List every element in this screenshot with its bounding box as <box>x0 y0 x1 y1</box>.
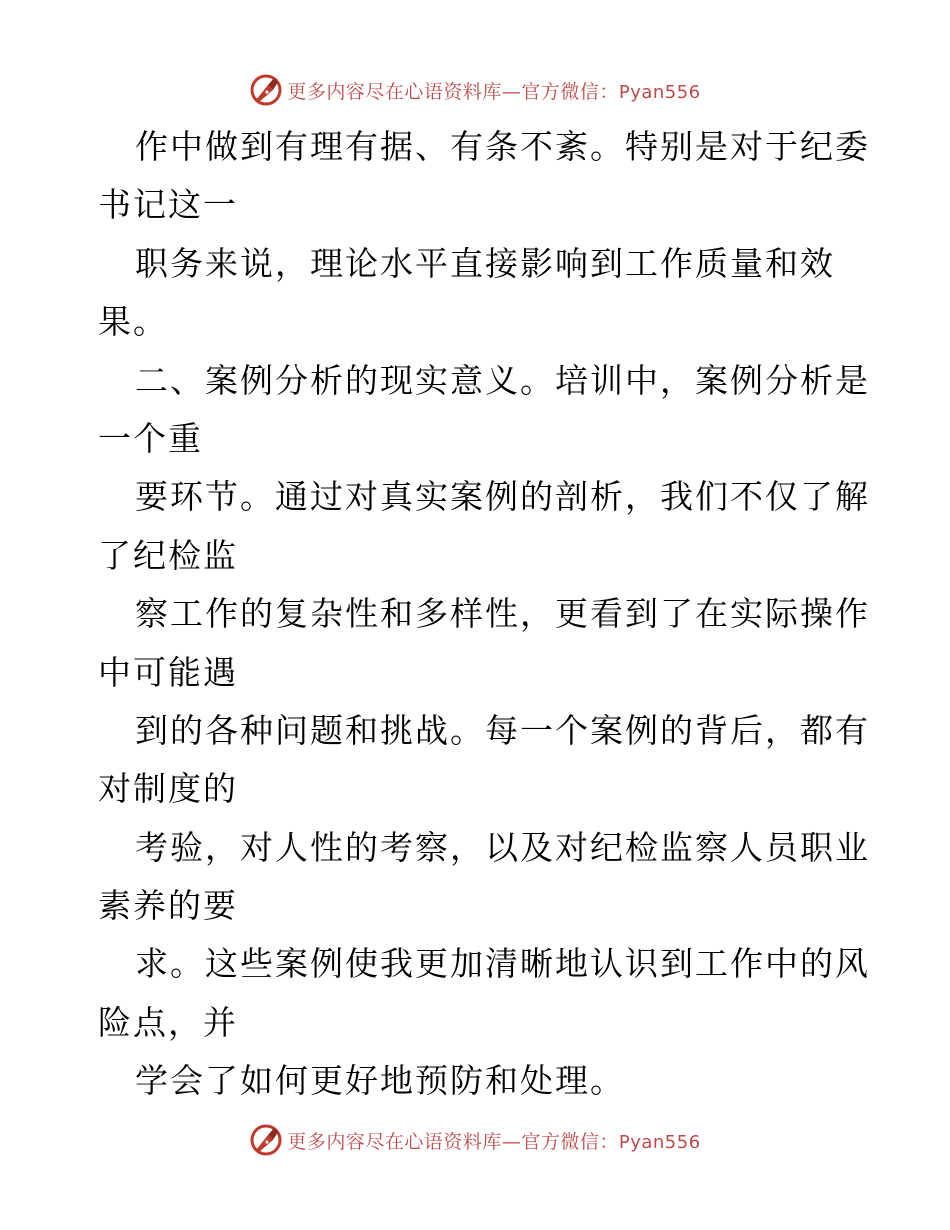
text-line: 职务来说，理论水平直接影响到工作质量和效 <box>135 243 835 283</box>
text-line: 素养的要 <box>98 886 238 926</box>
banner-text: 更多内容尽在心语资料库—官方微信：Pyan556 <box>287 1130 701 1153</box>
text-line: 中可能遇 <box>98 652 238 692</box>
banner-text: 更多内容尽在心语资料库—官方微信：Pyan556 <box>287 80 701 103</box>
text-line: 察工作的复杂性和多样性，更看到了在实际操作 <box>135 594 870 634</box>
pen-nib-logo-icon <box>249 73 283 107</box>
text-line: 考验，对人性的考察，以及对纪检监察人员职业 <box>135 827 870 867</box>
text-line: 书记这一 <box>98 185 238 225</box>
text-line: 学会了如何更好地预防和处理。 <box>135 1061 625 1101</box>
text-line: 要环节。通过对真实案例的剖析，我们不仅了解 <box>135 477 870 517</box>
pen-nib-logo-icon <box>249 1123 283 1157</box>
text-line: 险点，并 <box>98 1002 238 1042</box>
document-body <box>98 118 870 1111</box>
header-banner <box>0 70 950 110</box>
text-line: 了纪检监 <box>98 535 238 575</box>
text-line: 到的各种问题和挑战。每一个案例的背后，都有 <box>135 710 870 750</box>
text-line: 果。 <box>98 302 168 342</box>
text-line: 求。这些案例使我更加清晰地认识到工作中的风 <box>135 944 870 984</box>
text-line: 二、案例分析的现实意义。培训中，案例分析是 <box>135 360 870 400</box>
text-line: 对制度的 <box>98 769 238 809</box>
text-line: 一个重 <box>98 418 203 458</box>
text-line: 作中做到有理有据、有条不紊。特别是对于纪委 <box>135 127 870 166</box>
footer-banner <box>0 1120 950 1160</box>
